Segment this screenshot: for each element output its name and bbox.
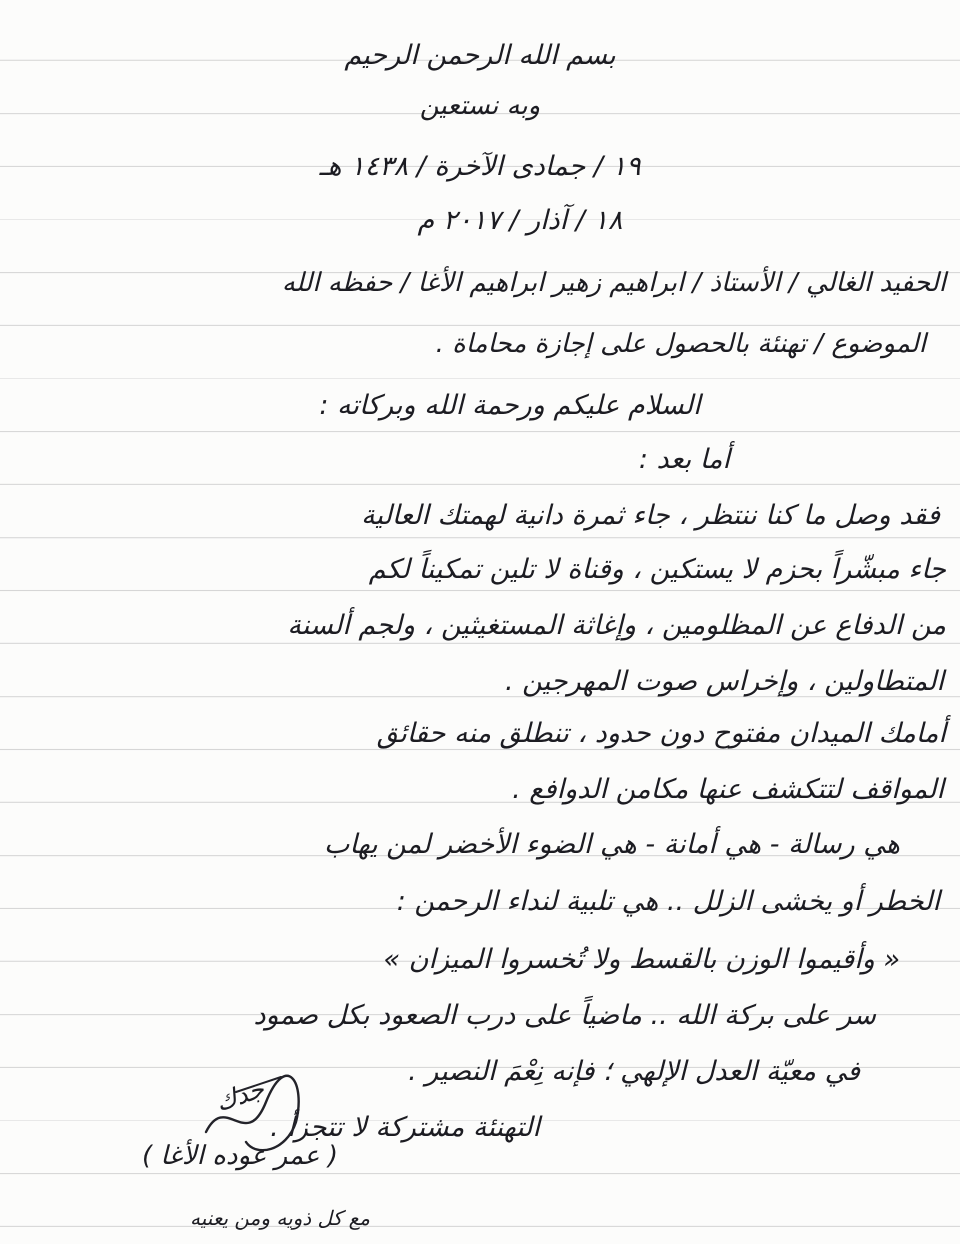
- body-line-1: فقد وصل ما كنا ننتظر ، جاء ثمرة دانية لهمتك العالية: [361, 500, 940, 531]
- body-line-11: في معيّة العدل الإلهي ؛ فإنه نِعْمَ النصير .: [408, 1056, 860, 1087]
- addressee-line: الحفيد الغالي / الأستاذ / ابراهيم زهير ابراهيم الأغا / حفظه الله: [281, 268, 946, 298]
- body-line-5: أمامك الميدان مفتوح دون حدود ، تنطلق منه حقائق: [376, 718, 946, 749]
- greeting: السلام عليكم ورحمة الله وبركاته :: [319, 390, 701, 421]
- quran-verse-line: « وأقيموا الوزن بالقسط ولا تُخسروا الميزان »: [383, 944, 900, 975]
- body-line-4: المتطاولين ، وإخراس صوت المهرجين .: [505, 666, 944, 697]
- postscript: مع كل ذويه ومن يعنيه: [190, 1206, 370, 1230]
- hijri-date: ١٩ / جمادى الآخرة / ١٤٣٨ هـ: [319, 151, 641, 182]
- invocation: وبه نستعين: [419, 91, 541, 121]
- body-line-10: سر على بركة الله .. ماضياً على درب الصعود بكل صمود: [253, 1000, 876, 1031]
- body-line-3: من الدفاع عن المظلومين ، وإغاثة المستغيثين ، ولجم ألسنة: [287, 610, 946, 641]
- body-line-6: المواقف لتتكشف عنها مكامن الدوافع .: [512, 774, 944, 805]
- body-line-7: هي رسالة - هي أمانة - هي الضوء الأخضر لمن يهاب: [324, 829, 900, 860]
- subject-line: الموضوع / تهنئة بالحصول على إجازة محاماة .: [435, 329, 926, 359]
- body-line-12: التهنئة مشتركة لا تتجزأ .: [270, 1112, 540, 1143]
- body-line-8: الخطر أو يخشى الزلل .. هي تلبية لنداء الرحمن :: [396, 886, 940, 917]
- basmala: بسم الله الرحمن الرحيم: [344, 40, 616, 71]
- signer-name: ( عمر عوده الأغا ): [142, 1141, 338, 1171]
- gregorian-date: ١٨ / آذار / ٢٠١٧ م: [417, 205, 623, 236]
- amma-baad: أما بعد :: [638, 444, 730, 475]
- signer-relation: جدك: [211, 1074, 268, 1117]
- body-line-2: جاء مبشّراً بحزم لا يستكين ، وقناة لا تلين تمكيناً لكم: [368, 554, 946, 585]
